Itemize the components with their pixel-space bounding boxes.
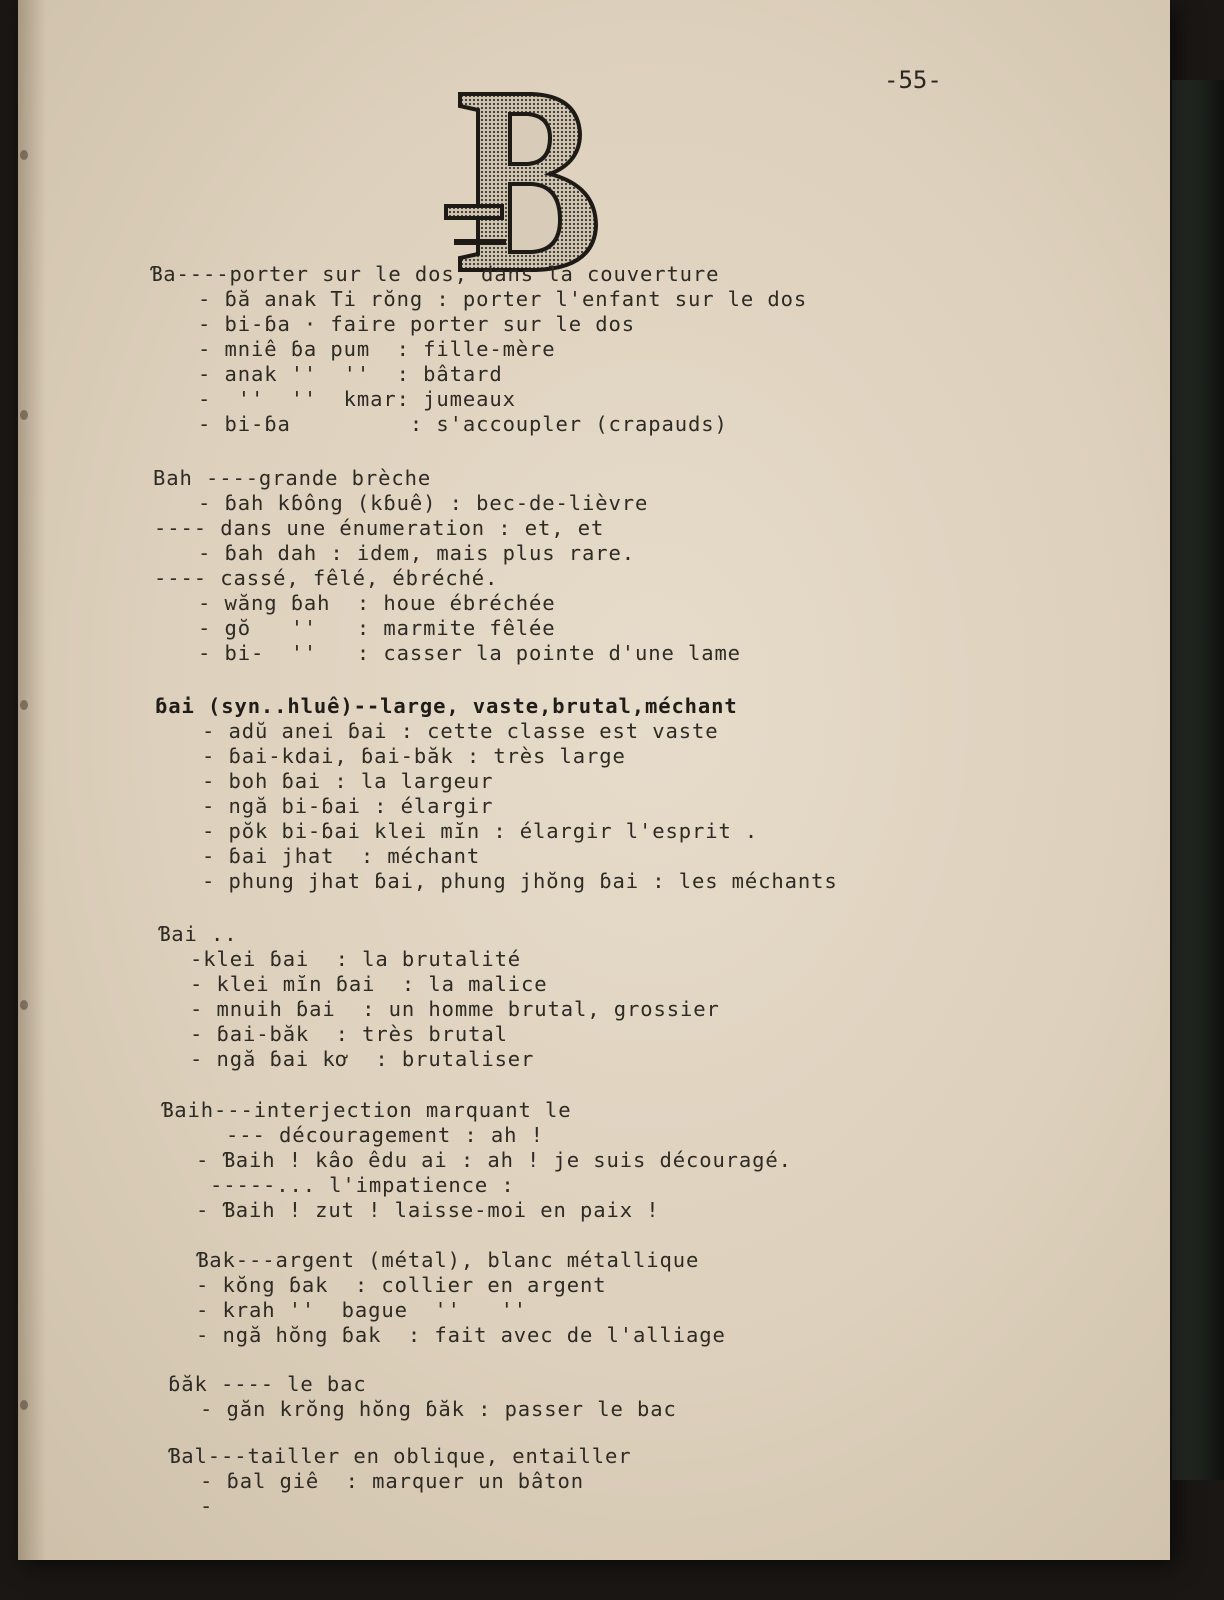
entry-line: - wăng ɓah : houe ébréchée [198, 591, 556, 615]
entry-headword: Bah ----grande brèche [153, 466, 432, 490]
entry-line: --- découragement : ah ! [226, 1123, 544, 1147]
dictionary-entries [18, 0, 1170, 1560]
entry-line: ---- dans une énumeration : et, et [154, 516, 605, 540]
entry-line: - pŏk bi-ɓai klei mĭn : élargir l'esprit . [202, 819, 759, 843]
page-number: -55- [884, 66, 942, 94]
entry-line: - ɓai-kdai, ɓai-băk : très large [202, 744, 626, 768]
entry-line: - bi-ɓa · faire porter sur le dos [198, 312, 635, 336]
entry-line: - ɓal giê : marquer un bâton [200, 1469, 585, 1493]
entry-line: -klei ɓai : la brutalité [190, 947, 522, 971]
entry-line: - krah '' bague '' '' [196, 1298, 528, 1322]
entry-line: - bi- '' : casser la pointe d'une lame [198, 641, 741, 665]
entry-line: - ngă hŏng ɓak : fait avec de l'alliage [196, 1323, 726, 1347]
entry-line: - adŭ anei ɓai : cette classe est vaste [202, 719, 719, 743]
entry-line: - kŏng ɓak : collier en argent [196, 1273, 607, 1297]
entry-line: -----... l'impatience : [210, 1173, 515, 1197]
entry-line: - bi-ɓa : s'accoupler (crapauds) [198, 412, 728, 436]
entry-headword: Ɓa----porter sur le dos, dans la couverture [150, 262, 720, 286]
entry-line: - anak '' '' : bâtard [198, 362, 503, 386]
entry-headword: ɓăk ---- le bac [168, 1372, 367, 1396]
entry-line: - ngă ɓai kơ : brutaliser [190, 1047, 535, 1071]
entry-line: - Ɓaih ! kâo êdu ai : ah ! je suis découragé. [196, 1148, 792, 1172]
entry-line: - phung jhat ɓai, phung jhŏng ɓai : les méchants [202, 869, 838, 893]
entry-line: - ngă bi-ɓai : élargir [202, 794, 494, 818]
entry-headword: Ɓaih---interjection marquant le [161, 1098, 572, 1122]
entry-line: - klei mĭn ɓai : la malice [190, 972, 548, 996]
entry-line: - ɓah kɓông (kɓuê) : bec-de-lièvre [198, 491, 649, 515]
entry-line: ---- cassé, fêlé, ébréché. [154, 566, 499, 590]
entry-headword: Ɓak---argent (métal), blanc métallique [196, 1248, 700, 1272]
dictionary-page [18, 0, 1170, 1560]
entry-line: - Ɓaih ! zut ! laisse-moi en paix ! [196, 1198, 660, 1222]
entry-line: - mniê ɓa pum : fille-mère [198, 337, 556, 361]
entry-headword: Ɓal---tailler en oblique, entailler [168, 1444, 632, 1468]
entry-line: - ɓai-băk : très brutal [190, 1022, 508, 1046]
entry-line: - ɓă anak Ti rŏng : porter l'enfant sur le dos [198, 287, 808, 311]
entry-line: - '' '' kmar: jumeaux [198, 387, 516, 411]
entry-headword: Ɓai .. [158, 922, 238, 946]
entry-line: - ɓai jhat : méchant [202, 844, 481, 868]
entry-headword: ɓai (syn..hluê)--large, vaste,brutal,méchant [155, 694, 738, 718]
entry-line: - [200, 1494, 214, 1518]
book-binding [1172, 80, 1224, 1480]
entry-line: - gŏ '' : marmite fêlée [198, 616, 556, 640]
entry-line: - mnuih ɓai : un homme brutal, grossier [190, 997, 720, 1021]
entry-line: - găn krŏng hŏng ɓăk : passer le bac [200, 1397, 677, 1421]
entry-line: - ɓah dah : idem, mais plus rare. [198, 541, 635, 565]
entry-line: - boh ɓai : la largeur [202, 769, 494, 793]
